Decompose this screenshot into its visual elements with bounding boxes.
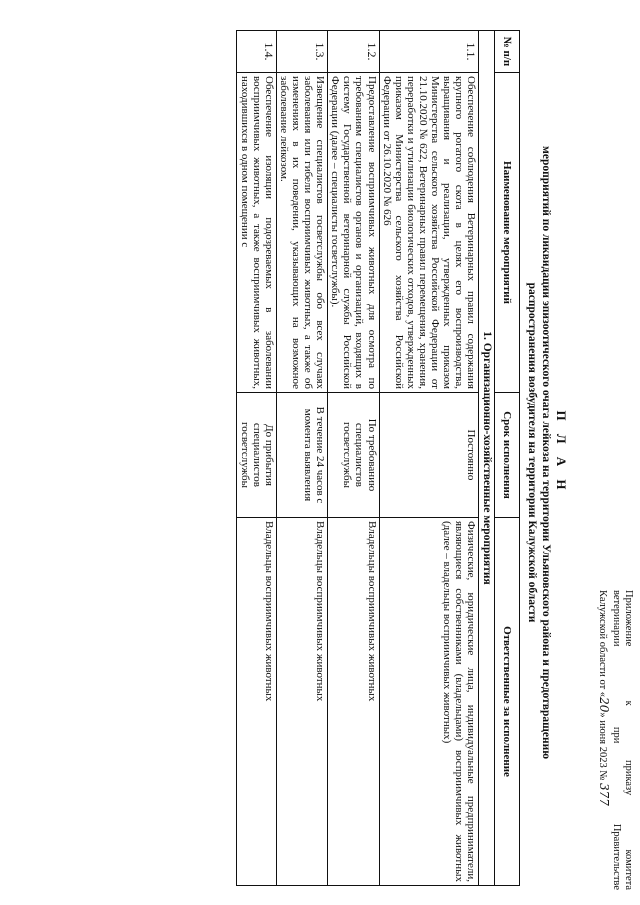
row-resp: Владельцы восприимчивых животных [328, 518, 379, 886]
plan-subtitle [524, 0, 552, 905]
table-row [276, 31, 327, 886]
header-term: Срок исполнения [494, 393, 519, 518]
plan-table [236, 30, 520, 886]
row-resp: Владельцы восприимчивых животных [276, 518, 327, 886]
appendix-number-handwritten: 377 [596, 783, 611, 806]
table-row [237, 31, 276, 886]
row-num: 1.2. [328, 31, 379, 73]
appendix-day-handwritten: 20 [596, 697, 611, 713]
header-resp: Ответственные за исполнение [494, 518, 519, 886]
row-term: До прибытия специалистов госветслужбы [237, 393, 276, 518]
section-title: 1. Организационно-хозяйственные мероприятия [479, 31, 495, 886]
row-resp: Владельцы восприимчивых животных [237, 518, 276, 886]
row-num: 1.1. [379, 31, 479, 73]
row-term: По требованию специалистов госветслужбы [328, 393, 379, 518]
row-num: 1.3. [276, 31, 327, 73]
appendix-date-prefix: Калужской области от « [596, 590, 608, 698]
subtitle-line-2: распространения возбудителя на территории Калужской области [525, 282, 538, 623]
row-desc: Обеспечение изоляции подозреваемых в заболевании восприимчивых животных, а также восприимчивых животных, находившихся в одном помещении с [237, 73, 276, 393]
table-row [328, 31, 379, 886]
row-desc: Обеспечение соблюдения Ветеринарных правил содержания крупного рогатого скота в целях его воспроизводства, выращивания и реализации, утвержденных приказом Министерства сельского хозяйства Российской Федерации от 21.10.2020 № 622, Ветеринарных правил перемещения, хранения, переработки и утилизации биологических отходов, утвержденных приказом Министерства сельского хозяйства Российской Федерации от 26.10.2020 № 626 [379, 73, 479, 393]
row-num: 1.4. [237, 31, 276, 73]
section-row [479, 31, 495, 886]
appendix-date-suffix: » июня 2023 № [596, 712, 608, 784]
row-resp: Физические, юридические лица, индивидуальные предприниматели, являющиеся собственниками (владельцами) восприимчивых животных (далее – владельцы восприимчивых животных) [379, 518, 479, 886]
appendix-line-3 [596, 590, 610, 890]
appendix-line-2: ветеринарии при Правительстве [610, 590, 622, 890]
title-block [524, 0, 568, 905]
appendix-line-1: Приложение к приказу комитета [623, 590, 634, 890]
row-term: В течение 24 часов с момента выявления [276, 393, 327, 518]
row-term: Постоянно [379, 393, 479, 518]
table-row [379, 31, 479, 886]
appendix-note [596, 590, 634, 890]
table-header-row [494, 31, 519, 886]
plan-title: П Л А Н [554, 410, 569, 495]
row-desc: Извещение специалистов госветслужбы обо всех случаях заболевания или гибели восприимчивых животных, а также об изменениях в их поведении, указывающих на возможное заболевание лейкозом. [276, 73, 327, 393]
header-num: № п/п [494, 31, 519, 73]
subtitle-line-1: мероприятий по ликвидации эпизоотического очага лейкоза на территории Ульяновского района и предотвращению [539, 146, 552, 759]
header-name: Наименование мероприятий [494, 73, 519, 393]
row-desc: Предоставление восприимчивых животных для осмотра по требованиям специалистов органов и организаций, входящих в систему Государственной ветеринарной службы Российской Федерации (далее – специалисты госветслужбы). [328, 73, 379, 393]
